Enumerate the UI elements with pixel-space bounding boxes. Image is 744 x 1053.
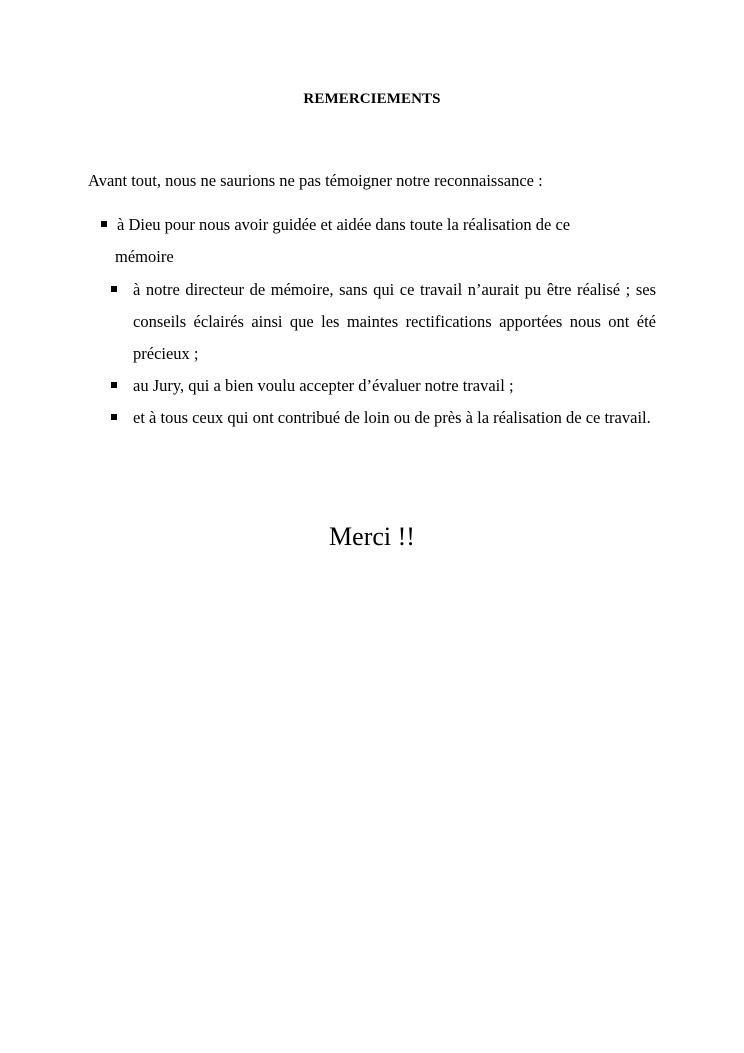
list-item-4: et à tous ceux qui ont contribué de loin ou de près à la réalisation de ce travail. bbox=[133, 408, 651, 427]
list-item-3: au Jury, qui a bien voulu accepter d’évaluer notre travail ; bbox=[133, 376, 514, 395]
intro-paragraph: Avant tout, nous ne saurions ne pas témoigner notre reconnaissance : bbox=[88, 171, 543, 190]
closing-thanks: Merci !! bbox=[329, 522, 415, 551]
square-bullet-icon bbox=[111, 414, 117, 420]
list-item-1-line-1: à Dieu pour nous avoir guidée et aidée dans toute la réalisation de ce bbox=[117, 215, 571, 234]
list-item-2: à notre directeur de mémoire, sans qui ce travail n’aurait pu être réalisé ; ses conseils éclairés ainsi que les maintes rectifications apportées nous ont été précieux ; bbox=[133, 280, 656, 363]
square-bullet-icon bbox=[111, 286, 117, 292]
page-title: REMERCIEMENTS bbox=[303, 91, 441, 107]
list-item-1-line-2: mémoire bbox=[115, 247, 174, 266]
square-bullet-icon bbox=[111, 382, 117, 388]
square-bullet-icon bbox=[101, 221, 107, 227]
